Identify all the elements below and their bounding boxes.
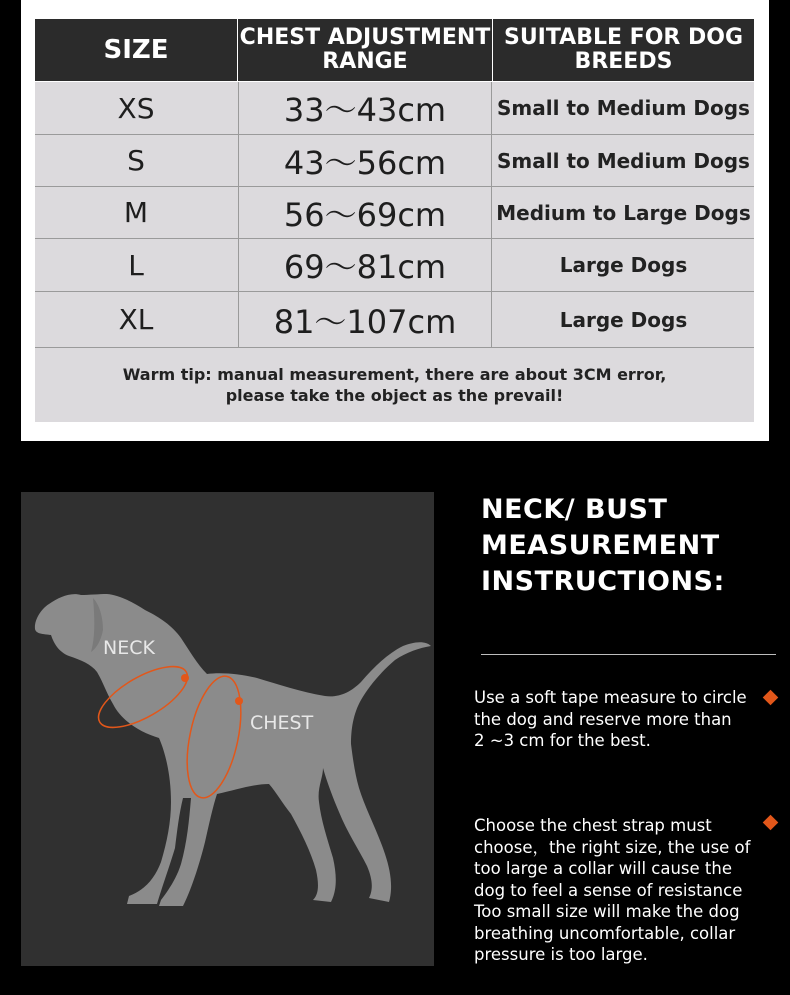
size-cell: M [123,196,149,229]
dog-diagram-panel [21,492,434,966]
header-chest-range: CHEST ADJUSTMENT RANGE [238,19,492,81]
table-row [35,187,754,238]
breed-cell: Large Dogs [559,253,688,277]
chest-label: CHEST [250,712,314,734]
table-row [35,292,754,347]
table-row [35,239,754,291]
title-divider [481,654,776,655]
table-row [35,135,754,186]
neck-label: NECK [103,637,155,659]
breed-cell: Small to Medium Dogs [497,96,750,120]
range-cell: 33～43cm [238,82,492,134]
size-cell: XL [118,303,154,336]
bullet-diamond-icon [763,815,779,831]
size-cell: XS [117,91,155,125]
range-cell: 56～69cm [238,187,492,238]
instruction-tip-1: Use a soft tape measure to circle the dog and reserve more than 2 ~3 cm for the best. [474,688,747,750]
table-row [35,82,754,134]
breed-cell: Small to Medium Dogs [497,148,750,173]
size-cell: L [128,248,144,282]
size-chart-table [35,19,754,422]
dog-illustration [21,492,434,966]
neck-marker-icon [181,674,189,682]
instructions-title: NECK/ BUST MEASUREMENT INSTRUCTIONS: [481,494,725,597]
breed-cell: Medium to Large Dogs [496,200,751,225]
header-size: SIZE [35,19,237,81]
bullet-diamond-icon [763,690,779,706]
chest-marker-icon [235,697,243,705]
instruction-tip-2: Choose the chest strap must choose，the right size, the use of too large a collar will cause the dog to feel a sense of resistance Too small size will make the dog breathing uncomfortable, collar pressure is too large. [474,816,751,964]
warm-tip: Warm tip: manual measurement, there are about 3CM error, please take the object as the prevail! [35,348,754,422]
header-breeds: SUITABLE FOR DOG BREEDS [493,19,754,81]
range-cell: 43～56cm [238,135,492,186]
breed-cell: Large Dogs [559,307,688,332]
size-cell: S [127,144,145,177]
range-cell: 69～81cm [238,239,492,291]
range-cell: 81～107cm [238,292,492,347]
